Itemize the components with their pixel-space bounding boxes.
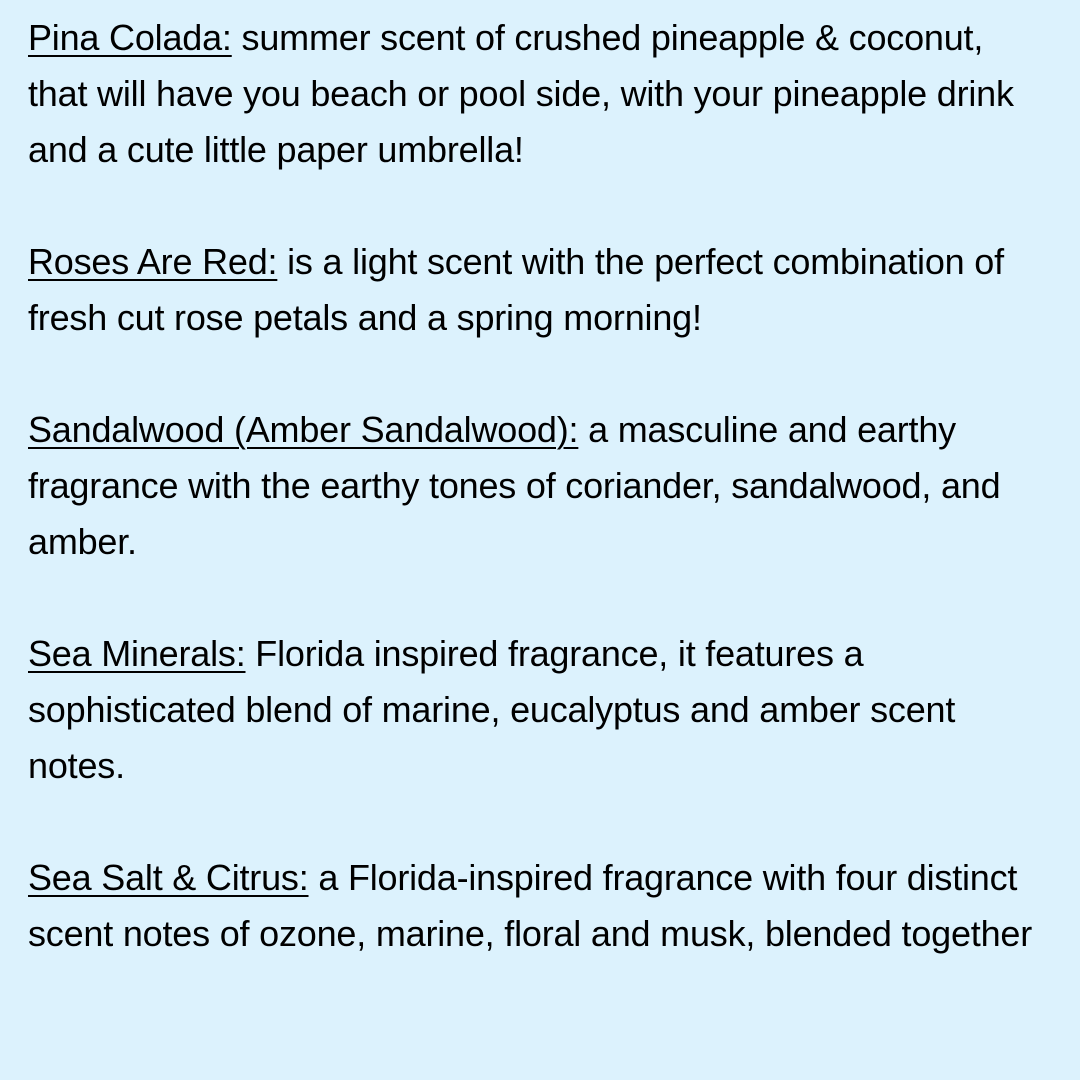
scent-description: Florida inspired fragrance, it features a sophisticated blend of marine, eucalyptus and amber scent notes. — [28, 633, 956, 786]
scent-entry-roses-are-red — [28, 234, 1040, 346]
scent-entry-sea-minerals — [28, 626, 1040, 794]
scent-entry-pina-colada — [28, 10, 1040, 178]
scent-entry-sea-salt-citrus — [28, 850, 1040, 962]
scent-name: Sea Minerals: — [28, 633, 246, 674]
scent-description: a masculine and earthy fragrance with the earthy tones of coriander, sandalwood, and amber. — [28, 409, 1001, 562]
scent-entry-sandalwood — [28, 402, 1040, 570]
scent-name: Sandalwood (Amber Sandalwood): — [28, 409, 579, 450]
scent-description: summer scent of crushed pineapple & coconut, that will have you beach or pool side, with your pineapple drink and a cute little paper umbrella! — [28, 17, 1014, 170]
scent-name: Pina Colada: — [28, 17, 232, 58]
scent-name: Roses Are Red: — [28, 241, 278, 282]
scent-name: Sea Salt & Citrus: — [28, 857, 309, 898]
scent-description: a Florida-inspired fragrance with four distinct scent notes of ozone, marine, floral and musk, blended together — [28, 857, 1033, 954]
scent-description: is a light scent with the perfect combination of fresh cut rose petals and a spring morning! — [28, 241, 1004, 338]
